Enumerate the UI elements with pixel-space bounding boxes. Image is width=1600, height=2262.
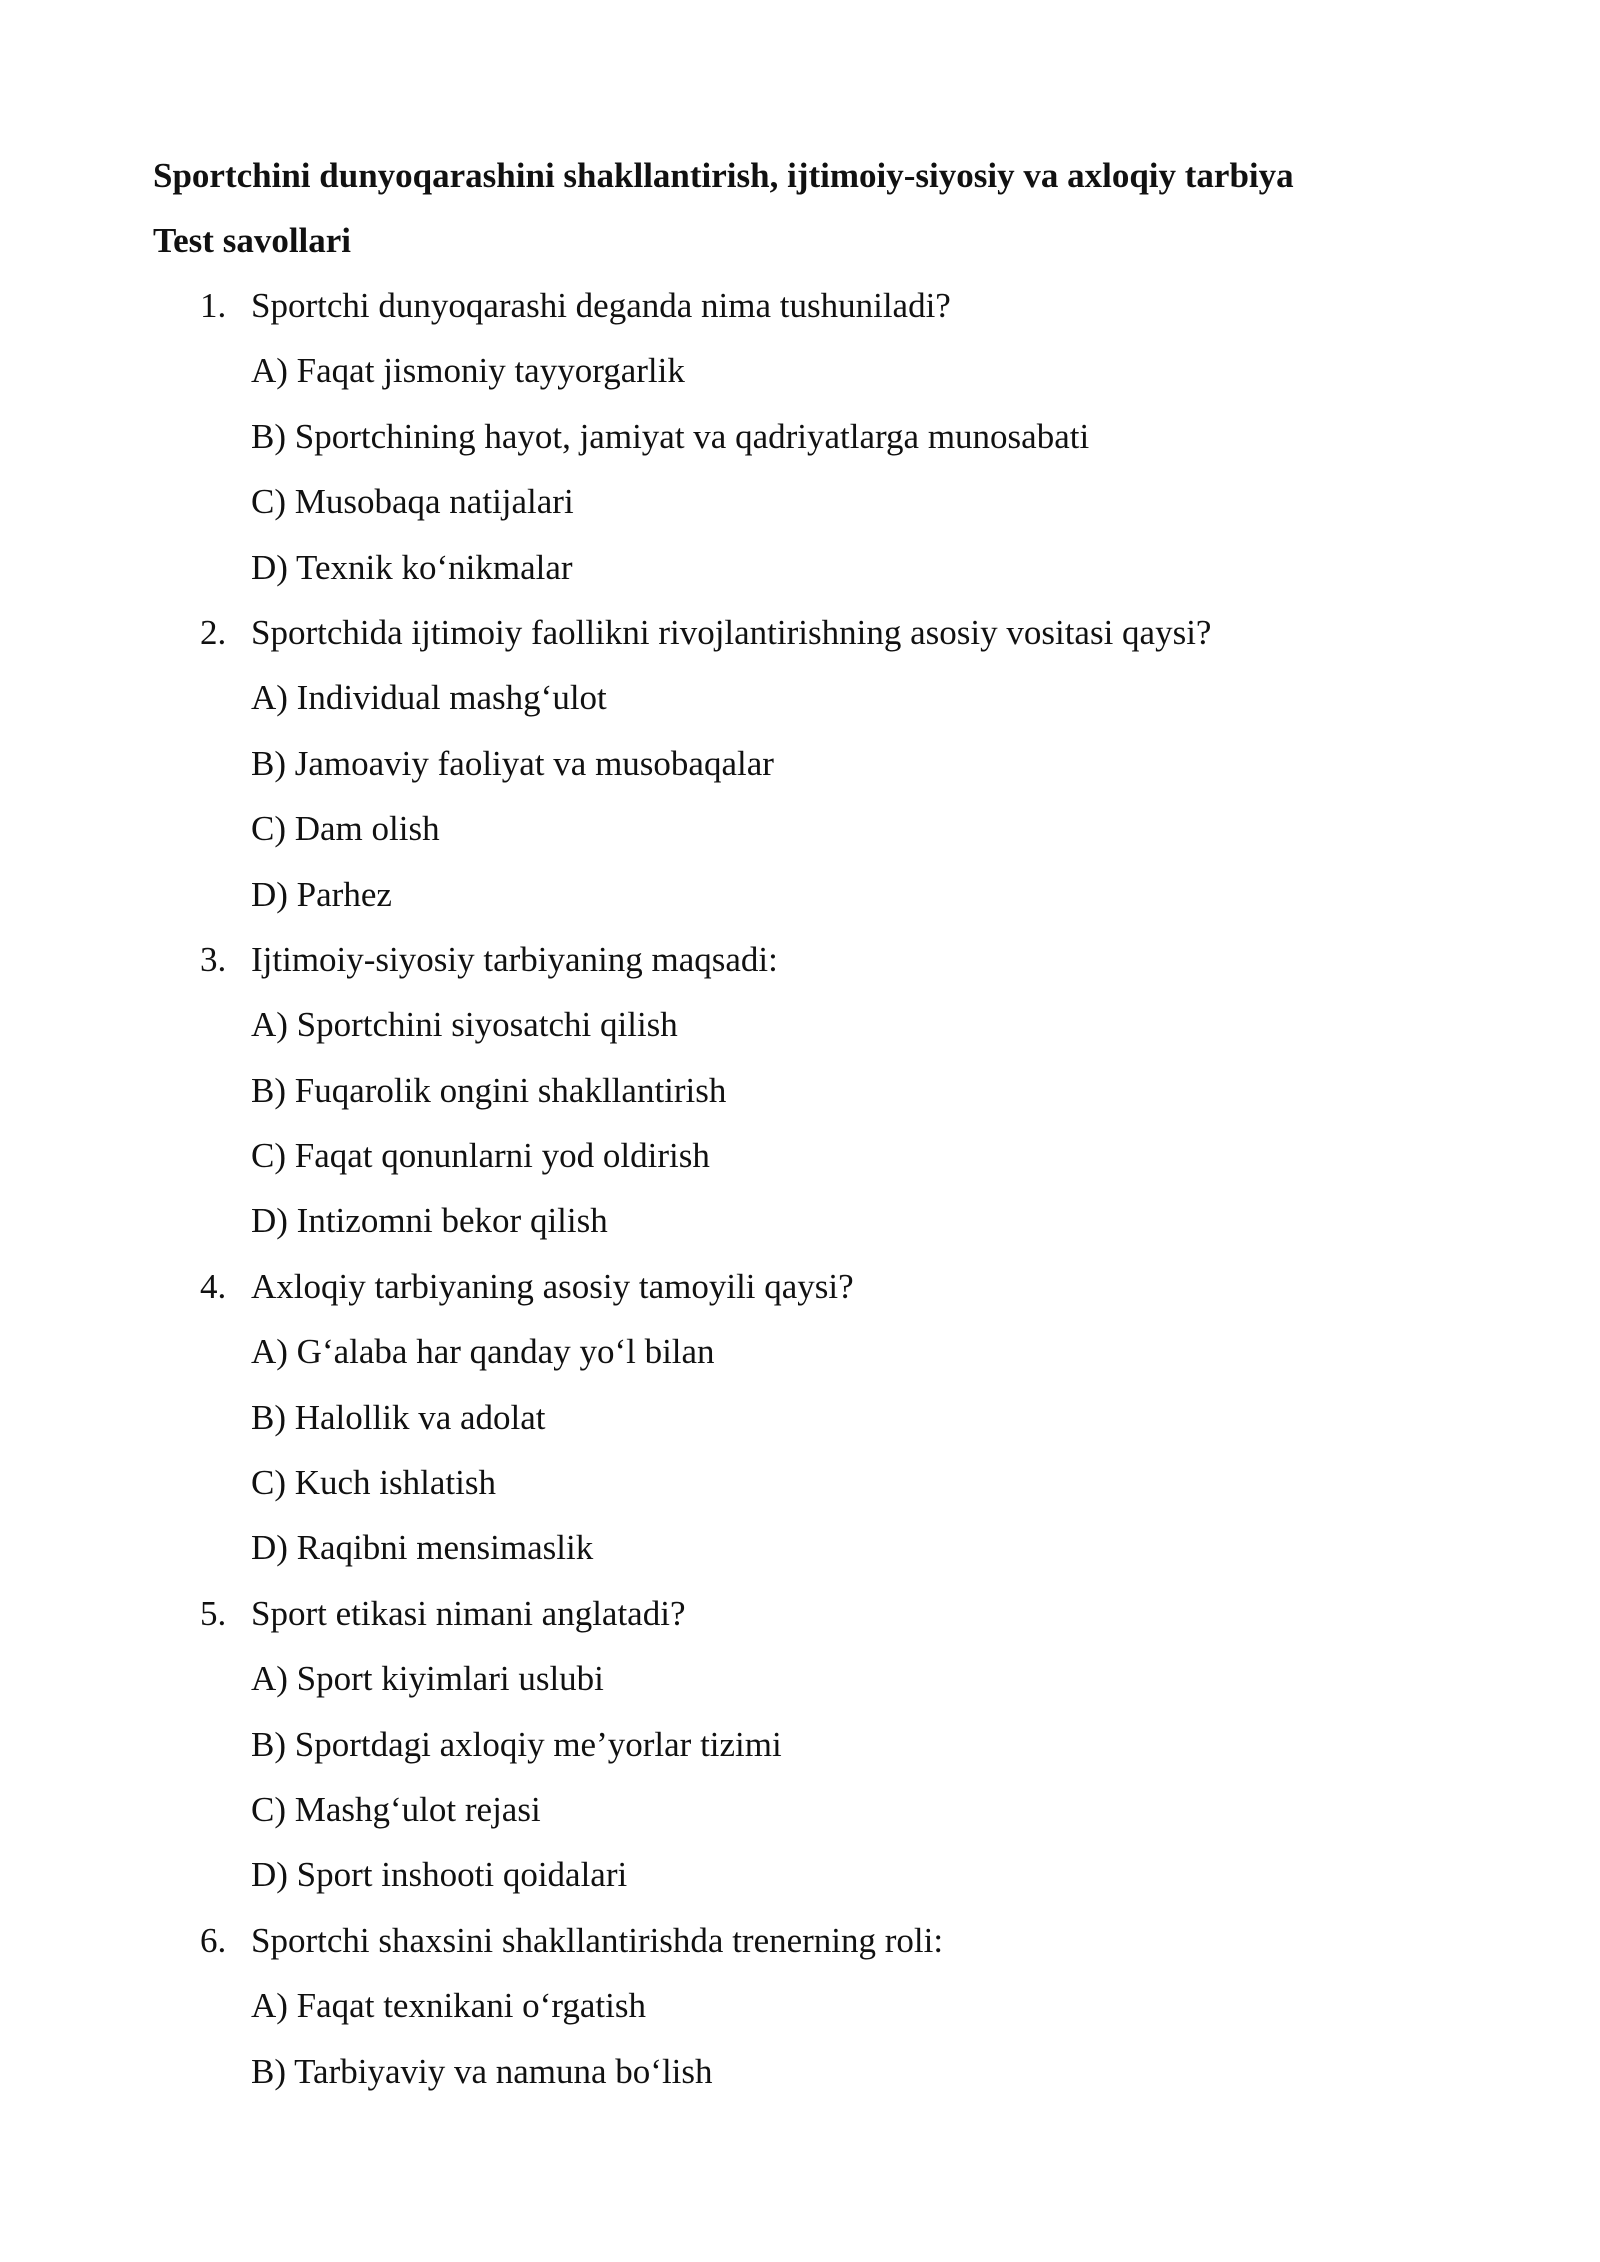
answer-option: D) Texnik ko‘nikmalar	[251, 547, 573, 587]
question-list	[0, 286, 1600, 2117]
question-number: 6.	[200, 1920, 227, 1960]
answer-option-row	[0, 1398, 1600, 1463]
question-item	[0, 1594, 1600, 1659]
answer-option: A) Sportchini siyosatchi qilish	[251, 1005, 678, 1045]
answer-option-row	[0, 1332, 1600, 1397]
answer-option: A) Faqat texnikani o‘rgatish	[251, 1986, 646, 2026]
document-title: Sportchini dunyoqarashini shakllantirish, ijtimoiy-siyosiy va axloqiy tarbiya	[153, 156, 1294, 195]
document-subtitle: Test savollari	[153, 221, 352, 260]
answer-option: B) Halollik va adolat	[251, 1397, 546, 1437]
answer-option-row	[0, 809, 1600, 874]
answer-option-row	[0, 1725, 1600, 1790]
question-text: Sport etikasi nimani anglatadi?	[251, 1593, 686, 1633]
answer-option: B) Tarbiyaviy va namuna bo‘lish	[251, 2051, 713, 2091]
answer-option-row	[0, 351, 1600, 416]
answer-option-row	[0, 1986, 1600, 2051]
answer-option-row	[0, 1790, 1600, 1855]
answer-option: C) Musobaqa natijalari	[251, 482, 574, 522]
question-item	[0, 1921, 1600, 1986]
answer-option-row	[0, 1659, 1600, 1724]
answer-option-row	[0, 744, 1600, 809]
answer-option: C) Faqat qonunlarni yod oldirish	[251, 1136, 710, 1176]
question-text: Sportchida ijtimoiy faollikni rivojlantirishning asosiy vositasi qaysi?	[251, 612, 1212, 652]
question-text: Sportchi dunyoqarashi deganda nima tushuniladi?	[251, 286, 951, 325]
answer-option: B) Fuqarolik ongini shakllantirish	[251, 1070, 727, 1110]
question-number: 3.	[200, 939, 227, 979]
answer-option-row	[0, 417, 1600, 482]
question-text: Ijtimoiy-siyosiy tarbiyaning maqsadi:	[251, 939, 778, 979]
answer-option: D) Sport inshooti qoidalari	[251, 1855, 628, 1895]
answer-option: D) Raqibni mensimaslik	[251, 1528, 594, 1568]
answer-option: C) Dam olish	[251, 809, 440, 849]
answer-option: C) Mashg‘ulot rejasi	[251, 1789, 541, 1829]
answer-option: D) Intizomni bekor qilish	[251, 1201, 608, 1241]
answer-option: B) Jamoaviy faoliyat va musobaqalar	[251, 743, 774, 783]
question-item	[0, 1267, 1600, 1332]
answer-option-row	[0, 1071, 1600, 1136]
answer-option: A) G‘alaba har qanday yo‘l bilan	[251, 1332, 715, 1372]
answer-option-row	[0, 875, 1600, 940]
question-number: 2.	[200, 612, 227, 652]
answer-option: A) Sport kiyimlari uslubi	[251, 1659, 604, 1699]
question-item	[0, 286, 1600, 351]
answer-option-row	[0, 1463, 1600, 1528]
answer-option-row	[0, 2052, 1600, 2117]
answer-option-row	[0, 482, 1600, 547]
question-item	[0, 940, 1600, 1005]
answer-option: D) Parhez	[251, 874, 392, 914]
answer-option-row	[0, 548, 1600, 613]
question-text: Axloqiy tarbiyaning asosiy tamoyili qaysi?	[251, 1266, 854, 1306]
question-number: 4.	[200, 1266, 227, 1306]
answer-option: B) Sportchining hayot, jamiyat va qadriyatlarga munosabati	[251, 416, 1090, 456]
question-number: 5.	[200, 1593, 227, 1633]
answer-option-row	[0, 1855, 1600, 1920]
answer-option-row	[0, 1528, 1600, 1593]
answer-option: A) Individual mashg‘ulot	[251, 678, 607, 718]
answer-option: C) Kuch ishlatish	[251, 1463, 496, 1503]
answer-option-row	[0, 1136, 1600, 1201]
question-number: 1.	[200, 286, 227, 325]
question-text: Sportchi shaxsini shakllantirishda trenerning roli:	[251, 1920, 944, 1960]
answer-option-row	[0, 1201, 1600, 1266]
answer-option-row	[0, 1005, 1600, 1070]
answer-option-row	[0, 678, 1600, 743]
answer-option: A) Faqat jismoniy tayyorgarlik	[251, 351, 685, 391]
question-item	[0, 613, 1600, 678]
answer-option: B) Sportdagi axloqiy me’yorlar tizimi	[251, 1724, 782, 1764]
